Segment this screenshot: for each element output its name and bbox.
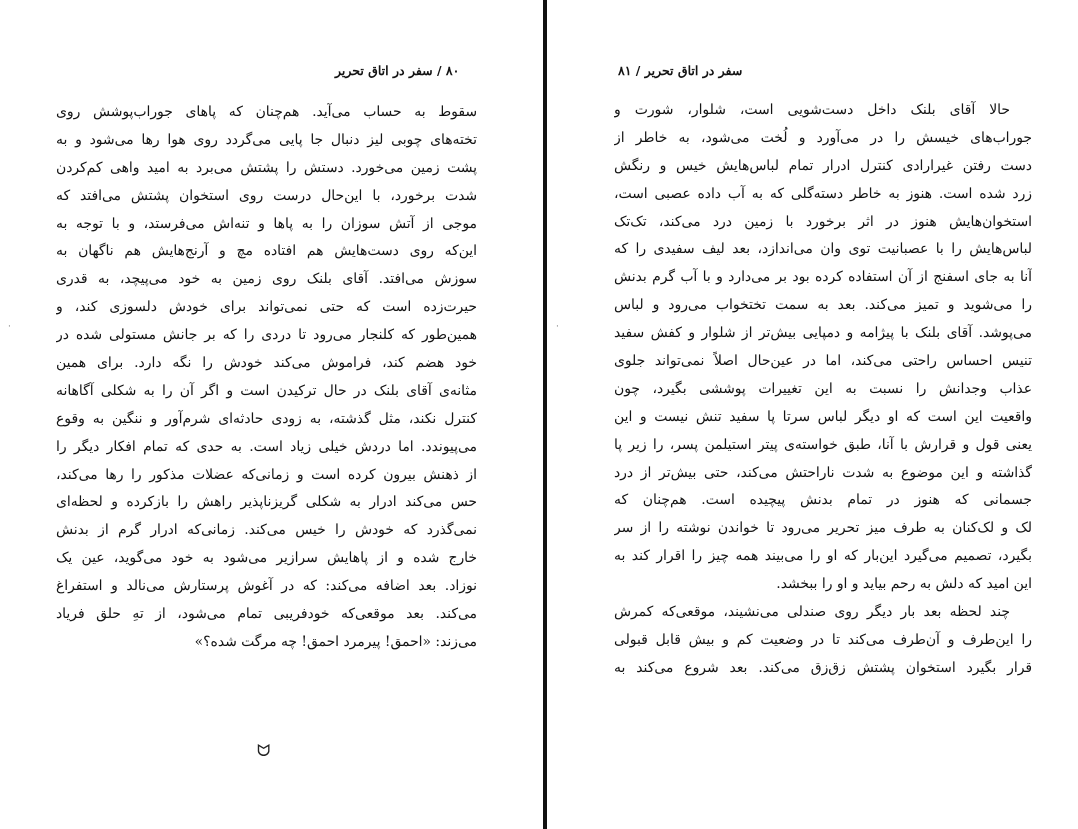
text-line: عذاب وجدانش را نسبت به این تغییرات پوششی بگیرد، چون <box>614 380 1032 397</box>
left-page-body <box>56 99 477 657</box>
text-line: جسمانی که هنوز در تمام بدنش پیچیده است. هم‌چنان که <box>614 492 1032 509</box>
text-line: می‌کند. بعد موقعی‌که خودفریبی تمام می‌شود، از تهِ حلق فریاد <box>56 606 477 623</box>
text-line: قرار بگیرد استخوان پشتش زق‌زق می‌کند. بعد شروع می‌کند به <box>614 659 1032 676</box>
text-line: جوراب‌های خیسش را در می‌آورد و لُخت می‌شود، به خاطر از <box>614 129 1032 146</box>
right-page <box>548 0 1078 829</box>
text-line: آنا به جای اسفنج از آن استفاده کرده بود بر می‌دارد و با آب گرم بدنش <box>614 269 1032 286</box>
text-line: را می‌شوید و تمیز می‌کند. بعد به سمت تختخواب می‌رود و لباس <box>614 297 1032 314</box>
text-line: چند لحظه بعد بار دیگر روی صندلی می‌نشیند، موقعی‌که کمرش <box>614 604 1010 621</box>
text-line: این‌که روی دست‌هایش هم افتاده مچ و آرنج‌هایش هم ناگهان به <box>56 243 477 260</box>
text-line: نوزاد. بعد اضافه می‌کند: که در آغوش پرستارش می‌نالد و استفراغ <box>56 578 477 595</box>
text-line: حس می‌کند ادرار به شکلی گریزناپذیر راهش را بازکرده و لحظه‌ای <box>56 494 477 511</box>
text-line: خارج شده و از پاهایش سرازیر می‌شود به خود می‌گوید، عین یک <box>56 550 477 567</box>
text-line: دست رفتن غیرارادی کنترل ادرار تمام لباس‌هایش خیس و رنگش <box>614 157 1032 174</box>
text-line: از ذهنش بیرون کرده است و زمانی‌که عضلات مذکور را رها می‌کند، <box>56 466 477 483</box>
text-line: سقوط به حساب می‌آید. هم‌چنان که پاهای جوراب‌پوشش روی <box>56 104 477 120</box>
text-line: شدت برخورد، با این‌حال درست روی استخوان پشتش می‌افتد که <box>56 187 477 204</box>
text-line: همین‌طور که کلنجار می‌رود تا دردی را که بر جانش مستولی شده در <box>56 327 477 344</box>
text-line: می‌پیوندد. اما دردش خیلی زیاد است. به حدی که تمام افکار دیگر را <box>56 438 477 455</box>
text-line: پشت زمین می‌خورد. دستش را پشتش می‌برد به امید واهی کم‌کردن <box>56 159 477 176</box>
left-page-header: ۸۰ / سفر در اتاق تحریر <box>335 63 460 78</box>
text-line: سوزش می‌افتد. آقای بلنک روی زمین به خود می‌پیچد، به قدری <box>56 271 477 288</box>
right-page-header: سفر در اتاق تحریر / ۸۱ <box>618 63 743 78</box>
right-page-body <box>614 97 1032 683</box>
scan-speck: · <box>556 322 559 332</box>
text-line: این امید که دلش به رحم بیاید و او را ببخشد. <box>776 576 1032 593</box>
text-line: می‌زند: «احمق! پیرمرد احمق! چه مرگت شده؟» <box>194 633 477 650</box>
text-line: لک و لک‌کنان به طرف میز تحریر می‌رود تا خواندن نوشته را از سر <box>614 520 1032 537</box>
text-line: مثانه‌ی آقای بلنک در حال ترکیدن است و اگر آن را به شکلی آگاهانه <box>56 382 477 399</box>
text-line: واقعیت این است که او دیگر لباس سرتا پا سفید تنش نیست و این <box>614 408 1032 425</box>
text-line: استخوان‌هایش هنوز در اثر برخورد با زمین درد می‌کند، تک‌تک <box>614 213 1032 230</box>
text-line: موجی از آتش سوزان را به پاها و تنه‌اش می‌فرستد، و با توجه به <box>56 215 477 232</box>
text-line: حالا آقای بلنک داخل دست‌شویی است، شلوار، شورت و <box>614 102 1010 118</box>
text-line: لباس‌هایش را با عصبانیت توی وان می‌اندازد، بعد لیف سفیدی را که <box>614 241 1032 258</box>
book-gutter <box>543 0 547 829</box>
text-line: بگیرد، تصمیم می‌گیرد این‌بار که او را می‌بیند همه چیز را اقرار کند به <box>614 548 1032 565</box>
text-line: تخته‌های چوبی لیز دنبال جا پایی می‌گردد روی هوا رها می‌شود و به <box>56 131 477 148</box>
scan-speck: · <box>8 322 11 332</box>
text-line: یعنی قول و قرارش با آنا، طبق خواسته‌ی پیتر استیلمن پسر، را زیر پا <box>614 436 1032 453</box>
text-line: خود هضم کند، فراموش می‌کند خودش را نگه دارد. برای همین <box>56 355 477 372</box>
text-line: نمی‌گذرد که خودش را خیس می‌کند. زمانی‌که ادرار گرم از بدنش <box>56 522 477 539</box>
text-line: را این‌طرف و آن‌طرف می‌کند تا در وضعیت کم و بیش قابل قبولی <box>614 631 1032 648</box>
end-ornament-icon: ᗢ <box>257 741 271 760</box>
text-line: گذاشته و این موضوع به شدت ناراحتش می‌کند، حتی بیش‌تر از درد <box>614 464 1032 481</box>
text-line: حیرت‌زده است که حتی نمی‌تواند برای خودش دلسوزی کند، و <box>56 299 477 316</box>
text-line: می‌پوشد. آقای بلنک با پیژامه و دمپایی بیش‌تر از شلوار و کفش سفید <box>614 325 1032 342</box>
text-line: تنیس احساس راحتی می‌کند، اما در عین‌حال اصلاً نمی‌تواند جلوی <box>614 353 1032 370</box>
text-line: زرد شده است. هنوز به خاطر دسته‌گلی که به آب داده عصبی است، <box>614 185 1032 202</box>
text-line: کنترل نکند، مثل گذشته، به زودی حادثه‌ای شرم‌آور و ننگین به وقوع <box>56 410 477 427</box>
